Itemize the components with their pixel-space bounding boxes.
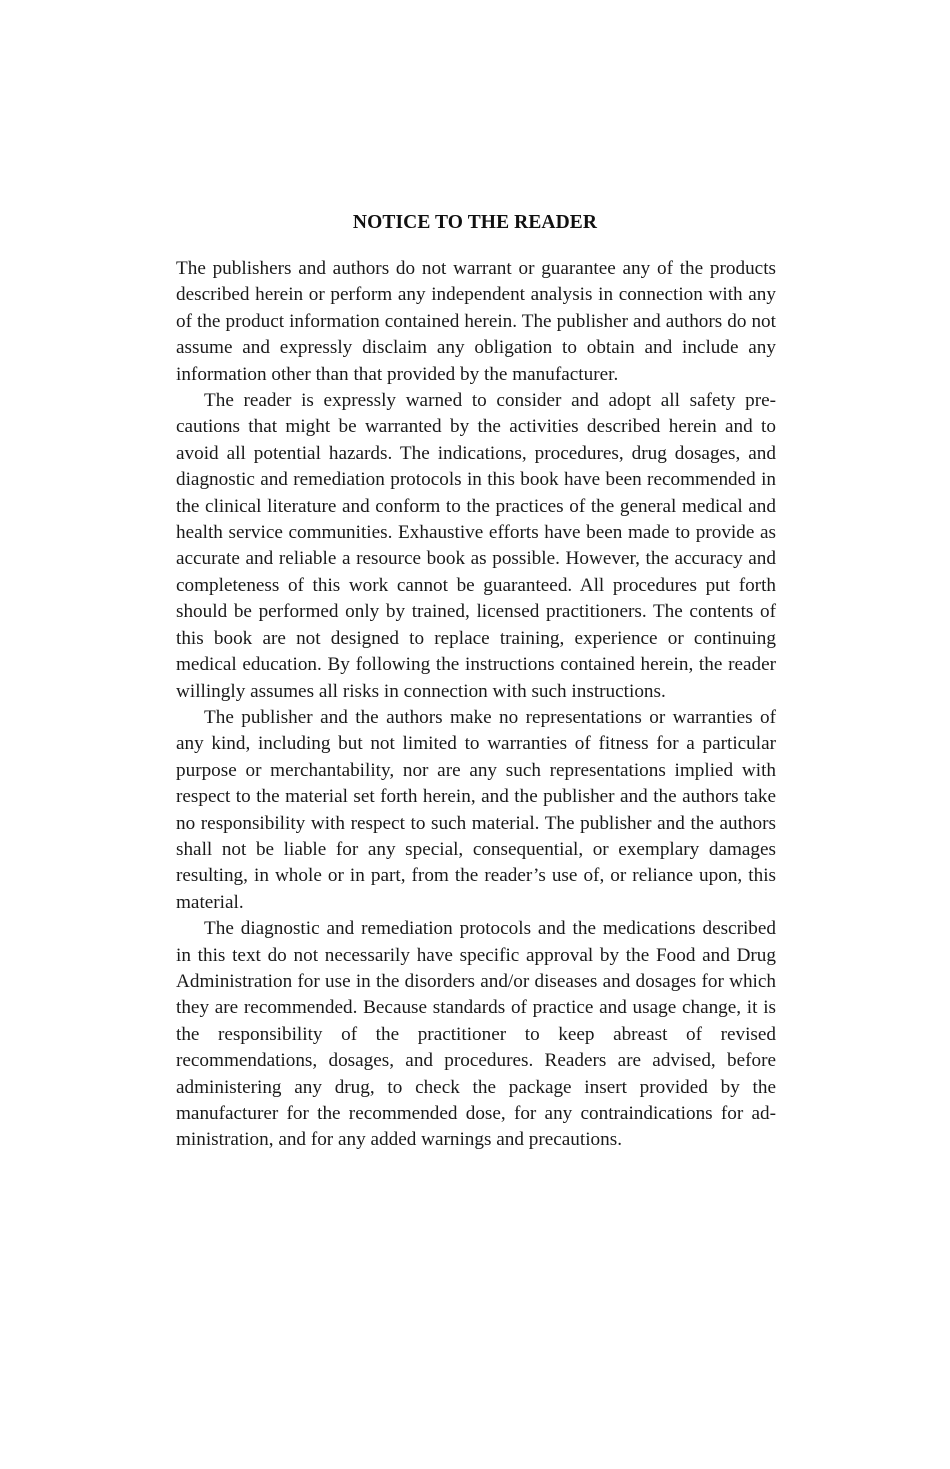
paragraph-2: The reader is expressly warned to consider and adopt all safety precautions that might be warranted by the activities described herein and to avoid all potential hazards. The indications, procedures, drug dosages, and diagnostic and remediation protocols in this book have been recommended in the clinical literature and conform to the practices of the general medical and health service communities. Exhaustive efforts have been made to provide as accurate and reliable a resource book as possible. However, the accuracy and completeness of this work cannot be guaranteed. All procedures put forth should be performed only by trained, licensed practitioners. The contents of this book are not designed to replace training, experience or continuing medical education. By following the instructions contained herein, the reader willingly assumes all risks in connection with such instructions. bbox=[176, 390, 776, 702]
paragraph-4: The diagnostic and remediation protocols and the medications described in this text do not necessarily have specific approval by the Food and Drug Administration for use in the disorders and/or diseases and dosages for which they are recommended. Because standards of practice and usage change, it is the responsibility of the practitioner to keep abreast of revised recommendations, dosages, and procedures. Readers are advised, before administering any drug, to check the package insert provided by the manufacturer for the recommended dose, for any contraindications for administration, and for any added warnings and precautions. bbox=[176, 918, 776, 1151]
notice-body bbox=[176, 256, 776, 1154]
paragraph-1: The publishers and authors do not warrant or guarantee any of the products described herein or perform any independent analysis in connection with any of the product information contained herein. The publisher and authors do not assume and expressly disclaim any obligation to obtain and include any information other than that provided by the manufacturer. bbox=[176, 258, 776, 385]
page-title: NOTICE TO THE READER bbox=[352, 212, 598, 233]
paragraph-3: The publisher and the authors make no representations or warranties of any kind, including but not limited to warranties of fitness for a particular purpose or merchantability, nor are any such representations implied with respect to the material set forth herein, and the publisher and the authors take no responsibility with respect to such material. The publisher and the authors shall not be liable for any special, consequential, or exemplary damages resulting, in whole or in part, from the reader’s use of, or reliance upon, this material. bbox=[176, 706, 776, 913]
